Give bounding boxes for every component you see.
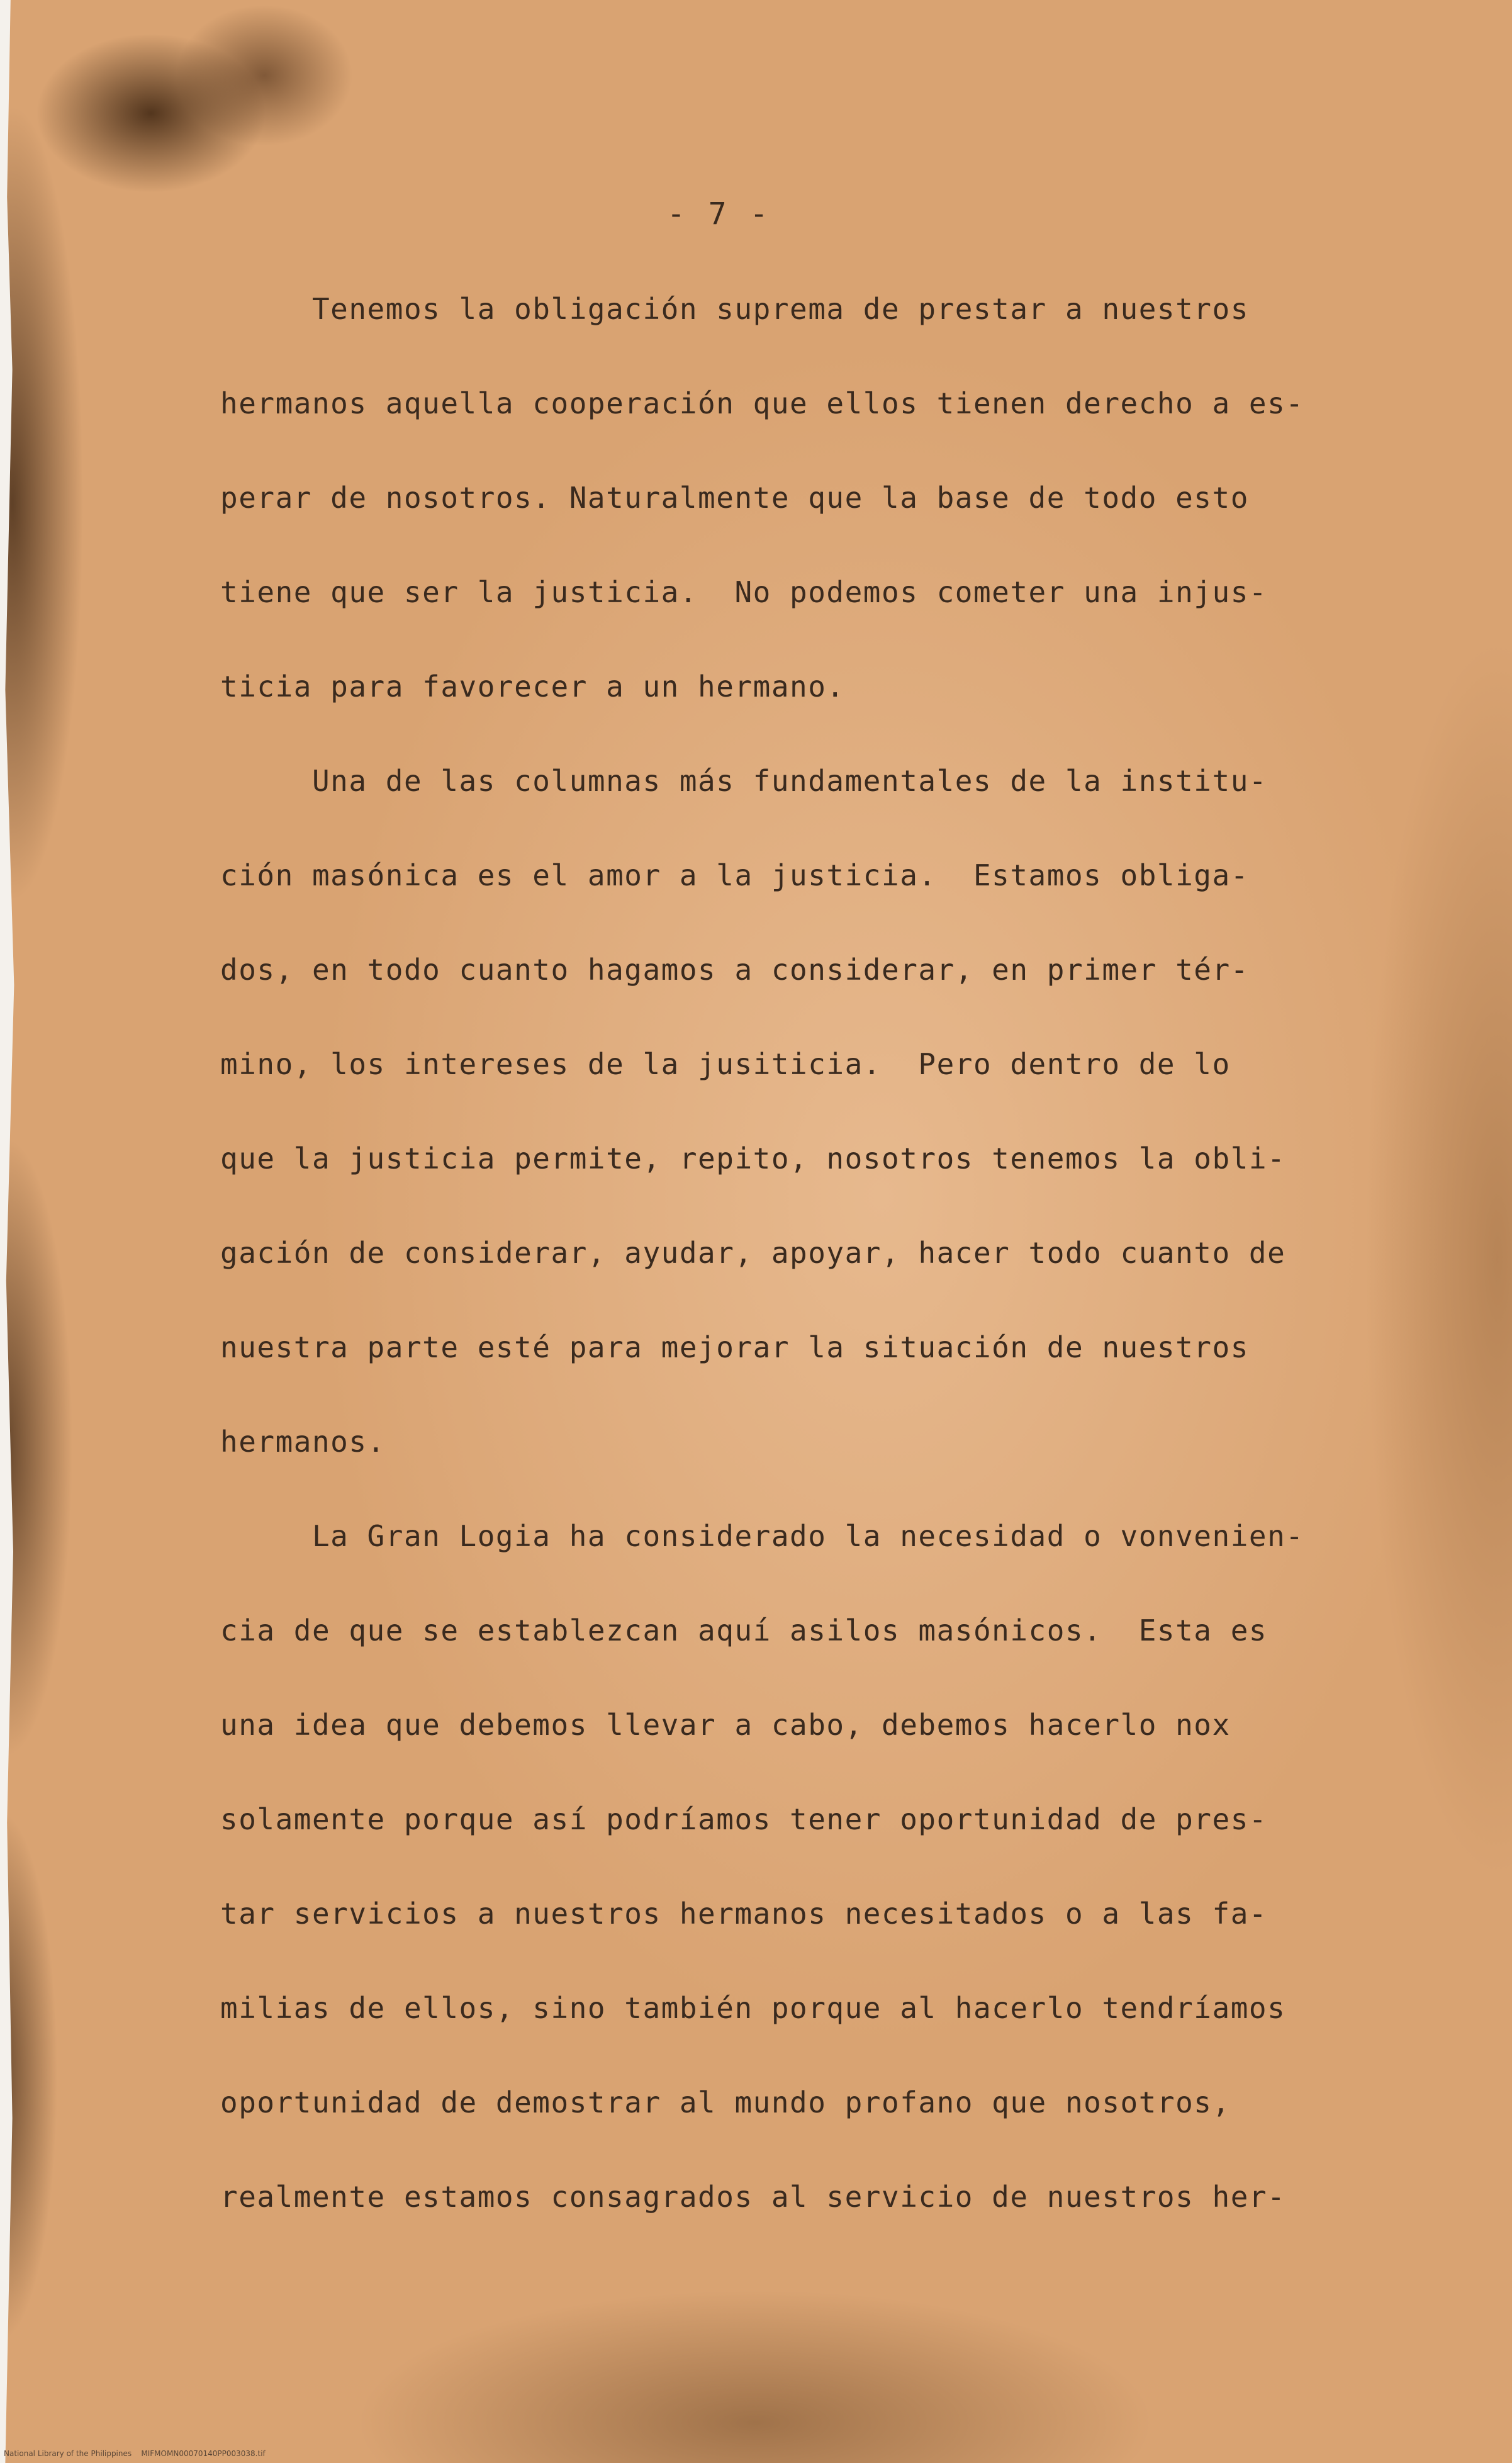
archive-footer: National Library of the Philippines MIFMOMN00070140PP003038.tif [4,2449,266,2458]
page-number: - 7 - [667,196,771,232]
text-line: Una de las columnas más fundamentales de la institu- [220,764,1268,798]
text-line: tiene que ser la justicia. No podemos cometer una injus- [220,575,1268,609]
text-line: cia de que se establezcan aquí asilos masónicos. Esta es [220,1613,1268,1647]
text-line: La Gran Logia ha considerado la necesidad o vonvenien- [220,1519,1304,1553]
text-line: dos, en todo cuanto hagamos a considerar, en primer tér- [220,953,1249,987]
text-line: hermanos aquella cooperación que ellos tienen derecho a es- [220,386,1304,420]
text-line: hermanos. [220,1425,386,1459]
text-line: Tenemos la obligación suprema de prestar a nuestros [220,292,1249,326]
text-line: gación de considerar, ayudar, apoyar, hacer todo cuanto de [220,1236,1286,1270]
text-line: oportunidad de demostrar al mundo profano que nosotros, [220,2085,1231,2119]
text-line: perar de nosotros. Naturalmente que la base de todo esto [220,481,1249,515]
text-line: ticia para favorecer a un hermano. [220,670,845,704]
text-line: milias de ellos, sino también porque al hacerlo tendríamos [220,1991,1286,2025]
text-line: realmente estamos consagrados al servicio de nuestros her- [220,2180,1286,2214]
text-line: que la justicia permite, repito, nosotros tenemos la obli- [220,1142,1286,1175]
torn-left-edge [0,0,18,2463]
text-line: una idea que debemos llevar a cabo, debemos hacerlo nox [220,1708,1231,1742]
text-line: mino, los intereses de la jusiticia. Pero dentro de lo [220,1047,1231,1081]
text-line: nuestra parte esté para mejorar la situación de nuestros [220,1330,1249,1364]
text-line: solamente porque así podríamos tener oportunidad de pres- [220,1802,1268,1836]
text-line: ción masónica es el amor a la justicia. Estamos obliga- [220,858,1249,892]
text-line: tar servicios a nuestros hermanos necesitados o a las fa- [220,1897,1268,1931]
